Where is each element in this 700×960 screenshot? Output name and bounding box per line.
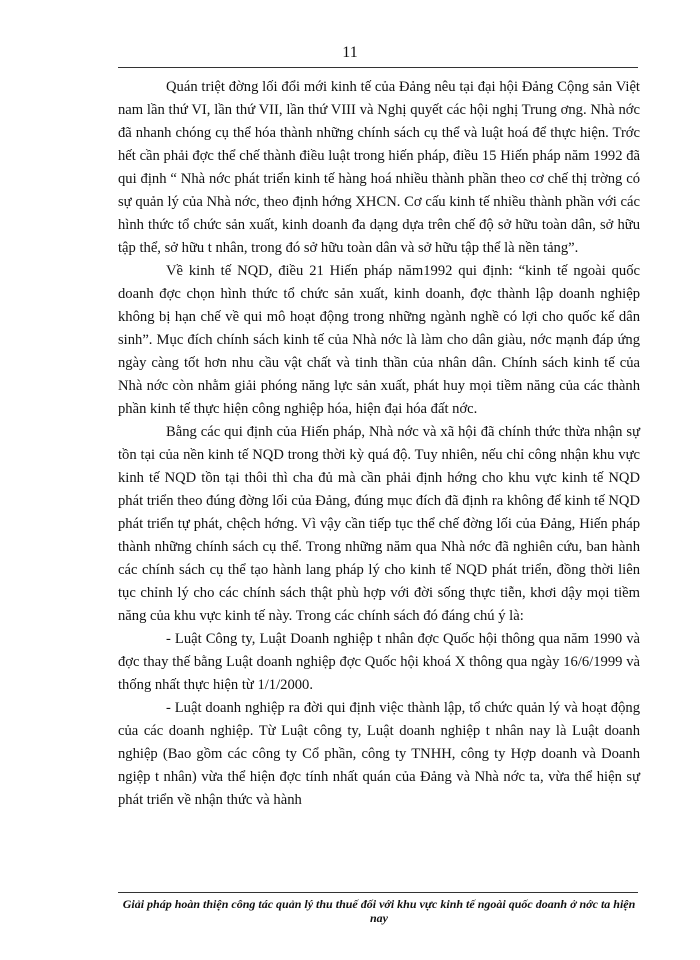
page-number: 11: [342, 44, 358, 61]
body-text: [118, 76, 640, 812]
paragraph: Bằng các qui định của Hiến pháp, Nhà nớc và xã hội đã chính thức thừa nhận sự tồn tại của nền kinh tế NQD trong thời kỳ quá độ. Tuy nhiên, nếu chỉ công nhận khu vực kinh tế NQD tồn tại thôi thì cha đủ mà cần phải định hớng cho khu vực kinh tế NQD phát triển theo đúng đờng lối của Đảng, đúng mục đích đã định ra không để kinh tế NQD phát triển tự phát, chệch hớng. Vì vậy cần tiếp tục thể chế đờng lối của Đảng, Hiến pháp thành những chính sách cụ thể. Trong những năm qua Nhà nớc đã nghiên cứu, ban hành các chính sách cụ thể tạo hành lang pháp lý cho kinh tế NQD phát triển, đồng thời liên tục chỉnh lý cho các chính sách thật phù hợp với đời sống thực tiễn, khơi dậy mọi tiềm năng của khu vực kinh tế này. Trong các chính sách đó đáng chú ý là:: [118, 424, 640, 624]
footer-text: Giải pháp hoàn thiện công tác quản lý thu thuế đối với khu vực kinh tế ngoài quốc doanh ở nớc ta hiện nay: [122, 897, 636, 925]
paragraph: - Luật doanh nghiệp ra đời qui định việc thành lập, tổ chức quản lý và hoạt động của các doanh nghiệp. Từ Luật công ty, Luật doanh nghiệp t nhân nay là Luật doanh nghiệp (Bao gồm các công ty Cổ phần, công ty TNHH, công ty Hợp doanh và Doanh ngiệp t nhân) vừa thể hiện đợc tính nhất quán của Đảng và Nhà nớc ta, vừa thể hiện sự phát triển về nhận thức và hành: [118, 700, 640, 808]
paragraph: Quán triệt đờng lối đổi mới kinh tế của Đảng nêu tại đại hội Đảng Cộng sản Việt nam lần thứ VI, lần thứ VII, lần thứ VIII và Nghị quyết các hội nghị Trung ơng. Nhà nớc đã nhanh chóng cụ thể hóa thành những chính sách cụ thể và luật hoá để thực hiện. Trớc hết cần phải đợc thể chế thành điều luật trong hiến pháp, điều 15 Hiến pháp năm 1992 đã qui định “ Nhà nớc phát triển kinh tế hàng hoá nhiều thành phần theo cơ chế thị trờng có sự quản lý của Nhà nớc, theo định hớng XHCN. Cơ cấu kinh tế nhiều thành phần với các hình thức tổ chức sản xuất, kinh doanh đa dạng dựa trên chế độ sở hữu toàn dân, sở hữu tập thể, sở hữu t nhân, trong đó sở hữu toàn dân và sở hữu tập thể là nền tảng”.: [118, 79, 640, 256]
paragraph: Về kinh tế NQD, điều 21 Hiến pháp năm1992 qui định: “kinh tế ngoài quốc doanh đợc chọn hình thức tổ chức sản xuất, kinh doanh, đợc thành lập doanh nghiệp không bị hạn chế về qui mô hoạt động trong những ngành nghề có lợi cho quốc kế dân sinh”. Mục đích chính sách kinh tế của Nhà nớc là làm cho dân giàu, nớc mạnh đáp ứng ngày càng tốt hơn nhu cầu vật chất và tinh thần của nhân dân. Chính sách kinh tế của Nhà nớc còn nhằm giải phóng năng lực sản xuất, phát huy mọi tiềm năng của các thành phần kinh tế thực hiện công nghiệp hóa, hiện đại hóa đất nớc.: [118, 263, 640, 417]
header-rule: [118, 67, 638, 68]
footer-rule: [118, 892, 638, 893]
paragraph: - Luật Công ty, Luật Doanh nghiệp t nhân đợc Quốc hội thông qua năm 1990 và đợc thay thế bằng Luật doanh nghiệp đợc Quốc hội khoá X thông qua ngày 16/6/1999 và thống nhất thực hiện từ 1/1/2000.: [118, 631, 640, 693]
